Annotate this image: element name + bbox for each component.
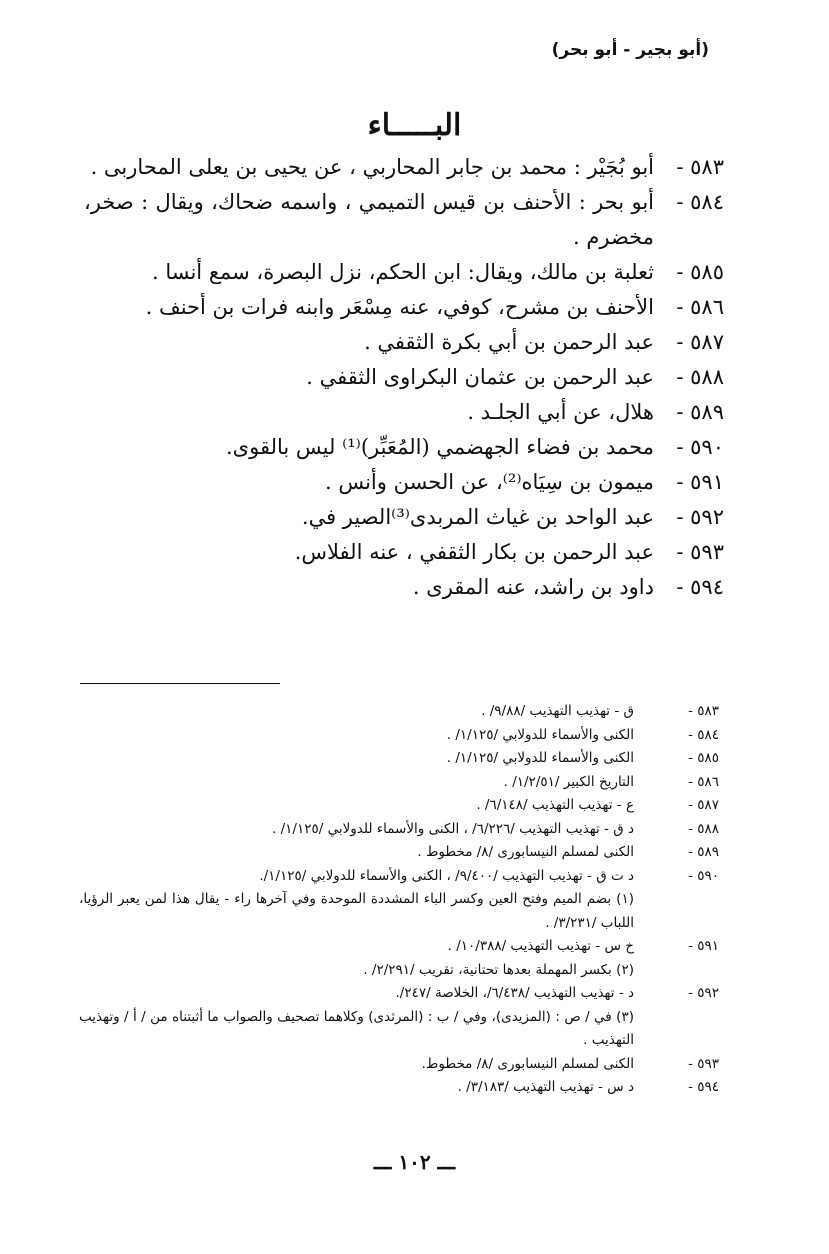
note-row [79,771,719,795]
note-number: ٥٩٢ - [688,985,719,1001]
entry-number: ٥٩١ - [676,470,724,494]
note-text: الكنى والأسماء للدولابي /١/١٢٥/ . [446,750,634,766]
note-row [79,724,719,748]
footnote: (٣) في / ص : (المزيدى)، وفي / ب : (المرثدى) وكلاهما تصحيف والصواب ما أثبتناه من / أ / وتهذيب التهذيب . [79,1008,634,1048]
entry-row [84,255,724,290]
note-text: د ت ق - تهذيب التهذيب /٩/٤٠٠/ ، الكنى والأسماء للدولابي /١/١٢٥/. [259,867,634,884]
entry-text: عبد الرحمن بن عثمان البكراوى الثقفي . [306,365,654,389]
entry-row [84,290,724,325]
entry-row [84,465,724,500]
note-row [79,982,719,1006]
note-text: د ق - تهذيب التهذيب /٦/٢٢٦/ ، الكنى والأسماء للدولابي /١/١٢٥/ . [272,820,634,837]
entry-number: ٥٩٤ - [676,575,724,599]
note-text: ع - تهذيب التهذيب /٦/١٤٨/ . [476,797,634,813]
note-row [79,1053,719,1077]
note-number: ٥٨٣ - [688,703,719,719]
entry-row [84,395,724,430]
entry-row [84,185,724,255]
footnote-divider [80,683,280,684]
note-number: ٥٨٦ - [688,773,719,790]
entry-text: محمد بن فضاء الجهضمي (المُعَبِّر)⁽¹⁾ ليس بالقوى. [226,435,654,459]
notes-list [79,700,719,1100]
note-row [79,700,719,724]
entry-text: عبد الرحمن بن بكار الثقفي ، عنه الفلاس. [294,540,654,564]
note-number: ٥٨٤ - [688,726,719,743]
entries-list [84,150,724,605]
entry-text: الأحنف بن مشرح، كوفي، عنه مِسْعَر وابنه فرات بن أحنف . [145,295,654,319]
entry-text: عبد الواحد بن غياث المربدى⁽³⁾الصير في. [301,505,654,529]
entry-text: ميمون بن سِيَاه⁽²⁾، عن الحسن وأنس . [324,470,654,494]
note-text: التاريخ الكبير /١/٢/٥١/ . [503,773,634,790]
note-text: د - تهذيب التهذيب /٦/٤٣٨/، الخلاصة /٢٤٧/. [395,985,634,1001]
entry-row [84,500,724,535]
entry-row [84,360,724,395]
note-row [79,818,719,842]
note-row [79,935,719,959]
note-text: د س - تهذيب التهذيب /٣/١٨٣/ . [457,1079,634,1095]
entry-text: عبد الرحمن بن أبي بكرة الثقفي . [364,330,654,354]
entry-text: ثعلبة بن مالك، ويقال: ابن الحكم، نزل البصرة، سمع أنسا . [151,260,654,284]
note-text: ق - تهذيب التهذيب /٩/٨٨/ . [481,703,634,719]
entry-number: ٥٨٧ - [676,330,724,354]
entry-row [84,150,724,185]
note-number: ٥٩٠ - [688,867,719,884]
footnote: (٢) بكسر المهملة بعدها تحتانية، تقريب /٢/٢٩١/ . [363,961,634,978]
entry-row [84,430,724,465]
entry-row [84,570,724,605]
entry-row [84,535,724,570]
note-row [79,747,719,771]
entry-number: ٥٩٣ - [676,540,724,564]
entry-text: أبو بحر : الأحنف بن قيس التميمي ، واسمه ضحاك، ويقال : صخر، مخضرم . [84,190,654,249]
note-row [79,841,719,865]
entry-number: ٥٨٥ - [676,260,724,284]
note-text: خ س - تهذيب التهذيب /١٠/٣٨٨/ . [447,938,634,954]
entry-text: هلال، عن أبي الجلـد . [467,400,654,424]
entry-number: ٥٨٨ - [676,365,724,389]
note-text: الكنى والأسماء للدولابي /١/١٢٥/ . [446,726,634,743]
running-header: (أبو بجير - أبو بحر) [551,40,709,60]
page-number: ـــ ١٠٢ ـــ [373,1150,456,1174]
note-row [79,794,719,818]
entry-number: ٥٨٩ - [676,400,724,424]
note-row [79,1076,719,1100]
note-text: الكنى لمسلم النيسابورى /٨/ مخطوط. [421,1055,634,1072]
entry-number: ٥٩٠ - [676,435,724,459]
note-number: ٥٩٤ - [688,1079,719,1095]
entry-text: أبو بُجَيْر : محمد بن جابر المحاربي ، عن يحيى بن يعلى المحاربى . [90,155,654,179]
section-title: البـــــاء [367,108,462,143]
entry-number: ٥٩٢ - [676,505,724,529]
note-number: ٥٩١ - [688,938,719,954]
entry-row [84,325,724,360]
entry-text: داود بن راشد، عنه المقرى . [412,575,654,599]
note-number: ٥٨٥ - [688,750,719,766]
note-text: الكنى لمسلم النيسابورى /٨/ مخطوط . [417,844,634,860]
note-row [79,865,719,889]
entry-number: ٥٨٤ - [676,190,724,214]
entry-number: ٥٨٣ - [676,155,724,179]
note-number: ٥٨٨ - [688,820,719,837]
note-number: ٥٨٩ - [688,844,719,860]
entry-number: ٥٨٦ - [676,295,724,319]
note-number: ٥٩٣ - [688,1055,719,1072]
footnote: (١) بضم الميم وفتح العين وكسر الباء المشددة الموحدة وفي آخرها راء - يقال هذا لمن يعبر الرؤيا، اللباب /٣/٢٣١/ . [79,891,634,931]
note-number: ٥٨٧ - [688,797,719,813]
